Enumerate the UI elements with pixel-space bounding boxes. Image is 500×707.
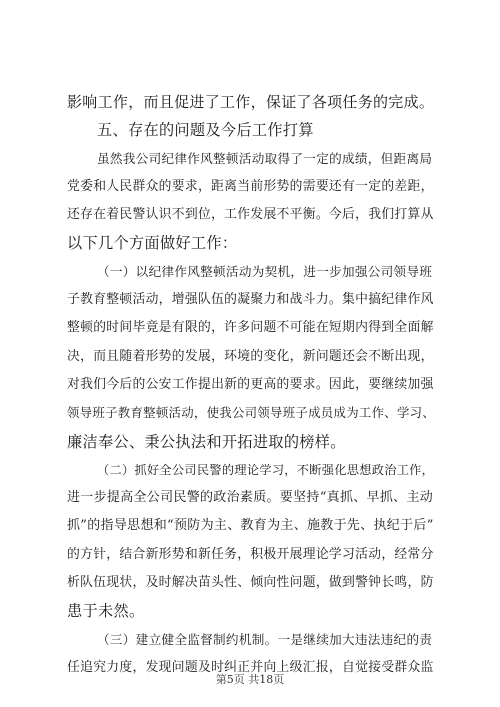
section-heading: 五、存在的问题及今后工作打算: [97, 121, 314, 140]
text-line: 领导班子教育整顿活动，使我公司领导班子成员成为工作、学习、: [67, 405, 436, 421]
text-line: 党委和人民群众的要求，距离当前形势的需要还有一定的差距，: [67, 178, 434, 194]
text-line: 对我们今后的公安工作提出新的更高的要求。因此，要继续加强: [67, 376, 434, 392]
text-line: 虽然我公司纪律作风整顿活动取得了一定的成绩，但距离局: [97, 150, 433, 166]
text-line: 析队伍现状，及时解决苗头性、倾向性问题，做到警钟长鸣，防: [67, 575, 434, 591]
page-number-footer: 第5页 共18页: [215, 673, 285, 686]
text-line: 进一步提高全公司民警的政治素质。要坚持“真抓、早抓、主动: [67, 490, 434, 506]
text-line: 廉洁奉公、秉公执法和开拓进取的榜样。: [67, 432, 346, 451]
text-line: 还存在着民警认识不到位，工作发展不平衡。今后，我们打算从: [67, 207, 434, 223]
text-line: 影响工作，而且促进了工作，保证了各项任务的完成。: [67, 93, 435, 111]
text-line: 整顿的时间毕竟是有限的，许多问题不可能在短期内得到全面解: [67, 320, 434, 336]
text-line: 的方针，结合新形势和新任务，积极开展理论学习活动，经常分: [67, 546, 434, 562]
text-line: 决，而且随着形势的发展，环境的变化，新问题还会不断出现，: [67, 348, 434, 364]
text-line: 以下几个方面做好工作：: [67, 234, 238, 253]
text-line: 任追究力度，发现问题及时纠正并向上级汇报，自觉接受群众监: [67, 659, 434, 675]
text-line: 抓”的指导思想和“预防为主、教育为主、施教于先、执纪于后”: [67, 518, 434, 534]
document-body: [67, 88, 435, 682]
text-line: 子教育整顿活动，增强队伍的凝聚力和战斗力。集中搞纪律作风: [67, 292, 434, 308]
text-line: （三）建立健全监督制约机制。一是继续加大违法违纪的责: [97, 631, 433, 647]
text-line: （一）以纪律作风整顿活动为契机，进一步加强公司领导班: [97, 263, 433, 279]
text-line: （二）抓好全公司民警的理论学习，不断强化思想政治工作，: [97, 462, 435, 477]
text-line: 患于未然。: [67, 602, 145, 621]
